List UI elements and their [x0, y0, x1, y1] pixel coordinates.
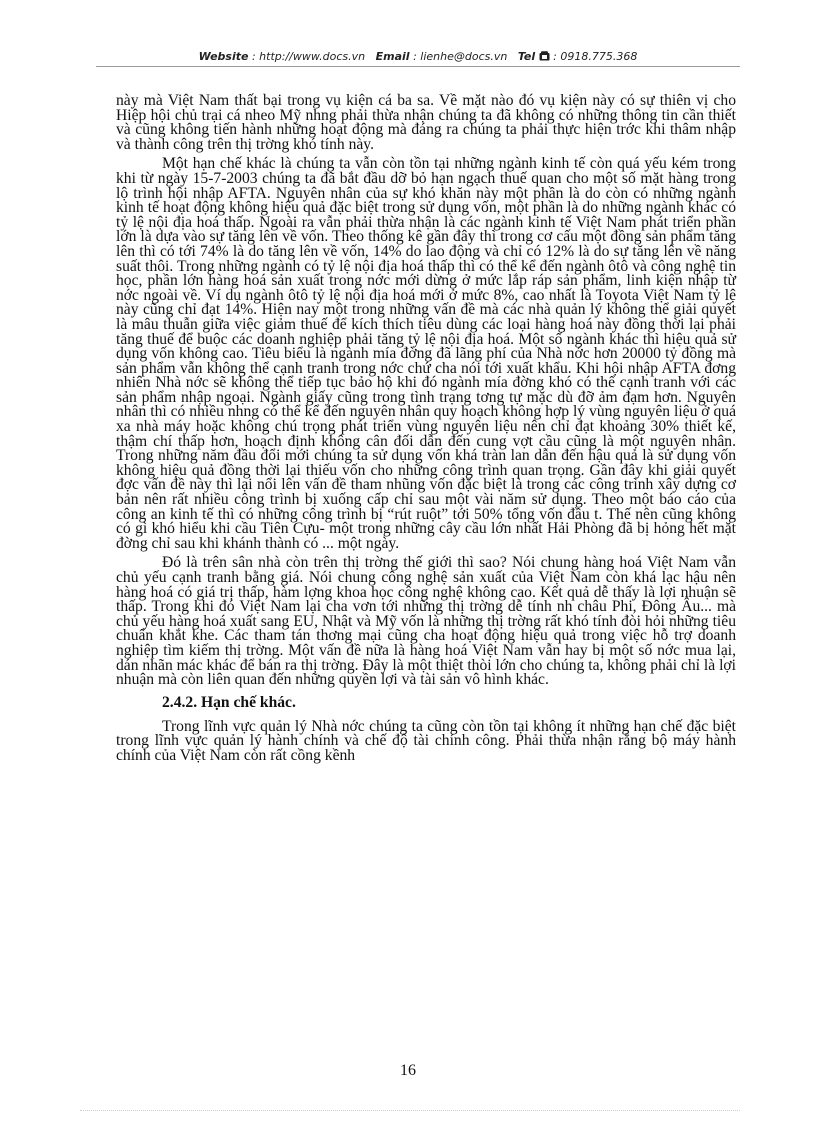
- page-number: 16: [400, 1062, 416, 1079]
- paragraph-3: Đó là trên sân nhà còn trên thị trờng thế giới thì sao? Nói chung hàng hoá Việt Nam vẫn chủ yếu cạnh tranh bằng giá. Nói chung công nghệ sản xuất của Việt Nam còn khá lạc hậu nên hàng hoá có giá trị thấp, hàm lợng khoa học công nghệ không cao. Kết quả dễ thấy là lợi nhuận sẽ thấp. Trong khi đó Việt Nam lại cha vơn tới những thị trờng dễ tính nh châu Phi, Đông Âu... mà chủ yếu hàng hoá xuất sang EU, Nhật và Mỹ vốn là những thị trờng rất khó tính đòi hỏi những tiêu chuẩn khắt khe. Các tham tán thơng mại cũng cha hoạt động hiệu quả trong việc hỗ trợ doanh nghiệp tìm kiếm thị trờng. Một vấn đề nữa là hàng hoá Việt Nam vẫn hay bị một số nớc mua lại, dán nhãn mác khác để bán ra thị trờng. Đây là một thiệt thòi lớn cho chúng ta, không phải chỉ là lợi nhuận mà còn liên quan đến những quyền lợi và tài sản vô hình khác.: [116, 554, 736, 689]
- email-value: : lienhe@docs.vn: [413, 50, 508, 63]
- tel-value: : 0918.775.368: [553, 50, 638, 63]
- paragraph-2: Một hạn chế khác là chúng ta vẫn còn tồn tại những ngành kinh tế còn quá yếu kém trong khi từ ngày 15-7-2003 chúng ta đã bắt đầu dỡ bỏ hạn ngạch thuế quan cho một số mặt hàng trong lộ trình hội nhập AFTA. Nguyên nhân của sự khó khăn này một phần là do còn có những ngành kinh tế hoạt động không hiệu quả đặc biệt trong sử dụng vốn, một phần là do những ngành khác có tỷ lệ nội địa hoá thấp. Ngoài ra vẫn phải thừa nhận là các ngành kinh tế Việt Nam phát triển phần lớn là dựa vào sự tăng lên về vốn. Theo thống kê gần đây thì trong cơ cấu một đồng sản phẩm tăng lên thì có tới 74% là do tăng lên về vốn, 14% do lao động và chỉ có 12% là do sự tăng lên về năng suất thôi. Trong những ngành có tỷ lệ nội địa hoá thấp thì có thể kể đến ngành ôtô và công nghệ tin học, phần lớn hàng hoá sản xuất trong nớc mới dừng ở mức lắp ráp sản phẩm, linh kiện nhập từ nớc ngoài về. Ví dụ ngành ôtô tỷ lệ nội địa hoá mới ở mức 8%, cao nhất là Toyota Việt Nam tỷ lệ này cũng chỉ đạt 14%. Hiện nay một trong những vấn đề mà các nhà quản lý không thể giải quyết là mâu thuẫn giữa việc giảm thuế để kích thích tiêu dùng các loại hàng hoá này đồng thời lại phải tăng thuế để buộc các doanh nghiệp phải tăng tỷ lệ nội địa hoá. Một số ngành khác thì hiệu quả sử dụng vốn không cao. Tiêu biểu là ngành mía đờng đã lãng phí của Nhà nớc hơn 20000 tỷ đồng mà sản phẩm vẫn không thể cạnh tranh trong nớc chứ cha nói tới xuất khẩu. Khi hội nhập AFTA đơng nhiên Nhà nớc sẽ không thể tiếp tục bảo hộ khi đó ngành mía đờng khó có thể cạnh tranh với các sản phẩm nhập ngoại. Ngành giấy cũng trong tình trạng tơng tự mặc dù đỡ ảm đạm hơn. Nguyên nhân thì có nhiều nhng có thể kể đến nguyên nhân quy hoạch không hợp lý vùng nguyên liệu ở quá xa nhà máy hoặc không chú trọng phát triển vùng nguyên liệu nên chỉ đạt khoảng 30% thiết kế, thậm chí thấp hơn, hoạch định không cân đối dẫn đến cung vợt cầu cũng là một nguyên nhân. Trong những năm đầu đổi mới chúng ta sử dụng vốn khá tràn lan dẫn đến hậu quả là sử dụng vốn không hiệu quả đồng thời lại thiếu vốn cho những công trình quan trọng. Gần đây khi giải quyết đợc vấn đề này thì lại nổi lên vấn đề tham nhũng vốn đặc biệt là trong các công trình xây dựng cơ bản nên rất nhiều công trình bị xuống cấp chỉ sau một vài năm sử dụng. Theo một báo cáo của công an kinh tế thì có những công trình bị “rút ruột” tới 50% tổng vốn đầu t. Thế nên cũng không có gì khó hiểu khi cầu Tiên Cựu- một trong những cây cầu lớn nhất Hải Phòng đã bị hỏng hết mặt đờng chỉ sau khi khánh thành có ... một ngày.: [116, 155, 736, 552]
- section-heading: 2.4.2. Hạn chế khác.: [162, 693, 296, 711]
- bottom-divider: [80, 1110, 740, 1111]
- tel-label: Tel: [517, 50, 536, 63]
- header-divider: [96, 66, 740, 67]
- phone-icon: [539, 50, 554, 63]
- page-header: [96, 48, 740, 66]
- email-label: Email: [375, 50, 410, 63]
- paragraph-1: này mà Việt Nam thất bại trong vụ kiện cá ba sa. Về mặt nào đó vụ kiện này có sự thiên vị cho Hiệp hội chủ trại cá nheo Mỹ nhng phải thừa nhận chúng ta đã không có những thông tin cần thiết và cũng không tiến hành những hoạt động mà đáng ra chúng ta phải thực hiện trớc khi thâm nhập và thành công trên thị trờng khó tính này.: [116, 92, 736, 153]
- body-text: [116, 94, 736, 764]
- website-label: Website: [198, 50, 249, 63]
- website-value: : http://www.docs.vn: [251, 50, 366, 63]
- paragraph-4: Trong lĩnh vực quản lý Nhà nớc chúng ta cũng còn tồn tại không ít những hạn chế đặc biệt trong lĩnh vực quản lý hành chính và chế độ tài chính công. Phải thừa nhận rằng bộ máy hành chính của Việt Nam còn rất cồng kềnh: [116, 717, 736, 764]
